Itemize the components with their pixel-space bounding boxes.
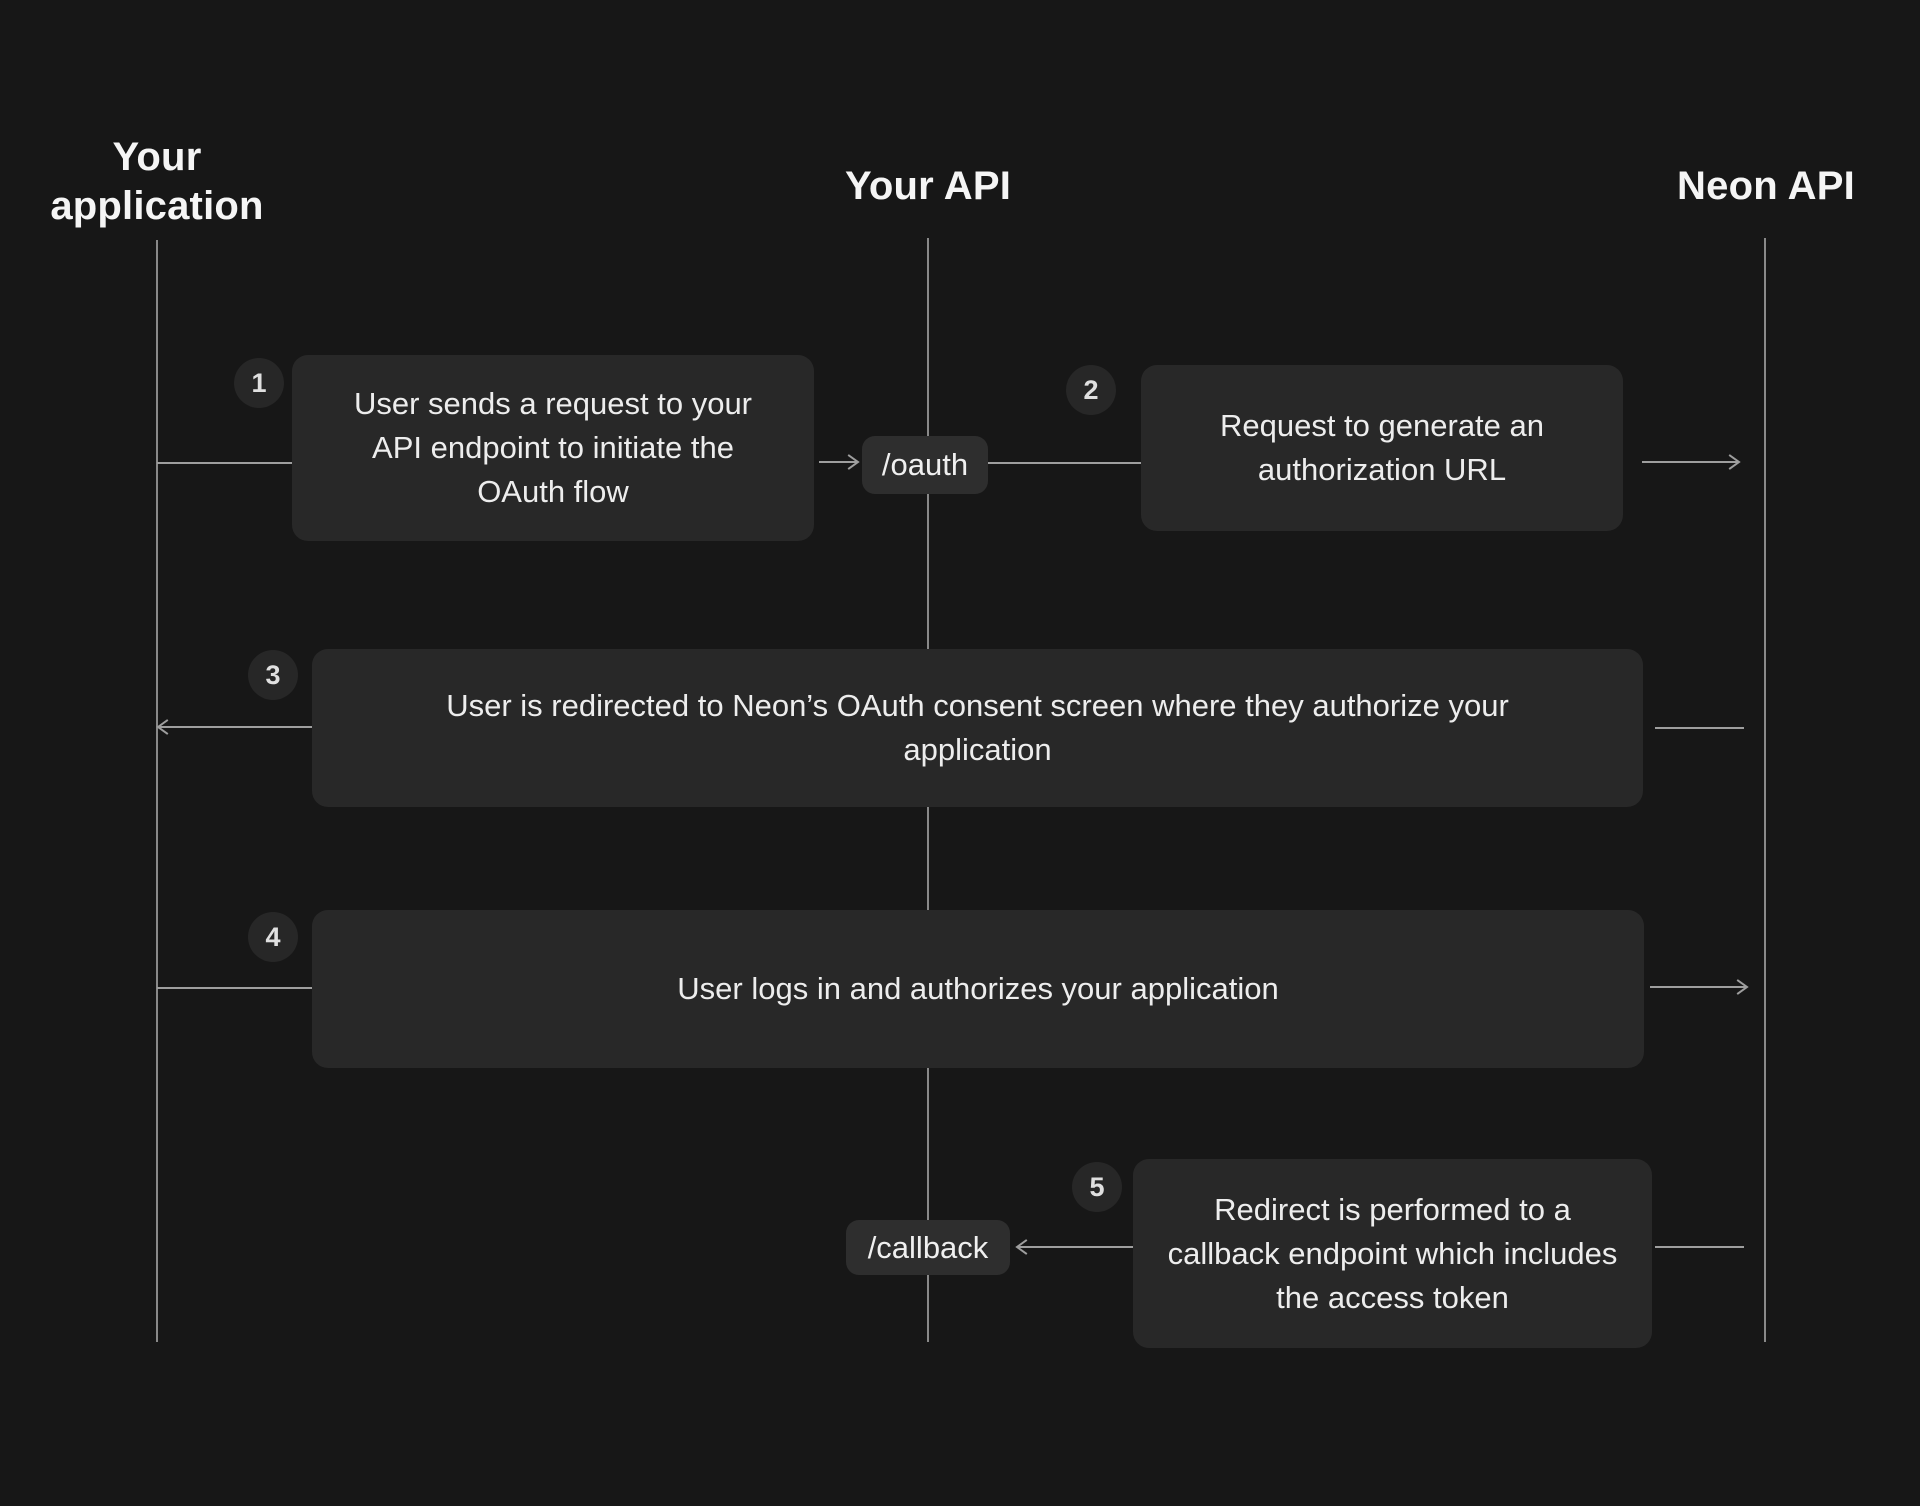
connector-step1-from-application [157, 462, 292, 464]
lifeline-your-application [156, 240, 158, 1342]
arrow-right-into-oauth-icon [820, 452, 866, 472]
arrow-right-to-neon-api-icon [1651, 977, 1755, 997]
step-2-text: Request to generate an authorization URL [1219, 408, 1545, 487]
connector-step3-from-neon-api [1655, 727, 1744, 729]
step-3-number-badge: 3 [248, 650, 298, 700]
step-4-text: User logs in and authorizes your application [677, 971, 1279, 1006]
actor-label-neon-api: Neon API [1677, 164, 1855, 208]
step-1-number-badge: 1 [234, 358, 284, 408]
arrow-left-to-application-icon [155, 717, 313, 737]
step-1-text: User sends a request to your API endpoint to initiate the OAuth flow [353, 386, 753, 509]
arrow-left-into-callback-icon [1014, 1237, 1132, 1257]
step-1-message-box [292, 355, 814, 541]
callback-endpoint-chip [846, 1220, 1010, 1275]
step-4-number-badge: 4 [248, 912, 298, 962]
oauth-endpoint-label: /oauth [881, 447, 969, 482]
step-5-number-badge: 5 [1072, 1162, 1122, 1212]
connector-step5-from-neon-api [1655, 1246, 1744, 1248]
connector-oauth-to-step2 [988, 462, 1143, 464]
actor-label-your-application: Your application [50, 135, 264, 228]
step-3-text: User is redirected to Neon’s OAuth consent screen where they authorize your application [446, 688, 1509, 767]
oauth-endpoint-chip [862, 436, 988, 494]
step-5-message-box [1133, 1159, 1652, 1348]
step-2-message-box [1141, 365, 1623, 531]
arrow-right-to-neon-api-icon [1643, 452, 1747, 472]
step-4-message-box [312, 910, 1644, 1068]
lifeline-neon-api [1764, 238, 1766, 1342]
actor-label-your-api: Your API [844, 164, 1012, 208]
callback-endpoint-label: /callback [867, 1229, 989, 1265]
step-5-text: Redirect is performed to a callback endpoint which includes the access token [1167, 1191, 1618, 1315]
connector-step4-from-application [157, 987, 312, 989]
step-3-message-box [312, 649, 1643, 807]
step-2-number-badge: 2 [1066, 365, 1116, 415]
